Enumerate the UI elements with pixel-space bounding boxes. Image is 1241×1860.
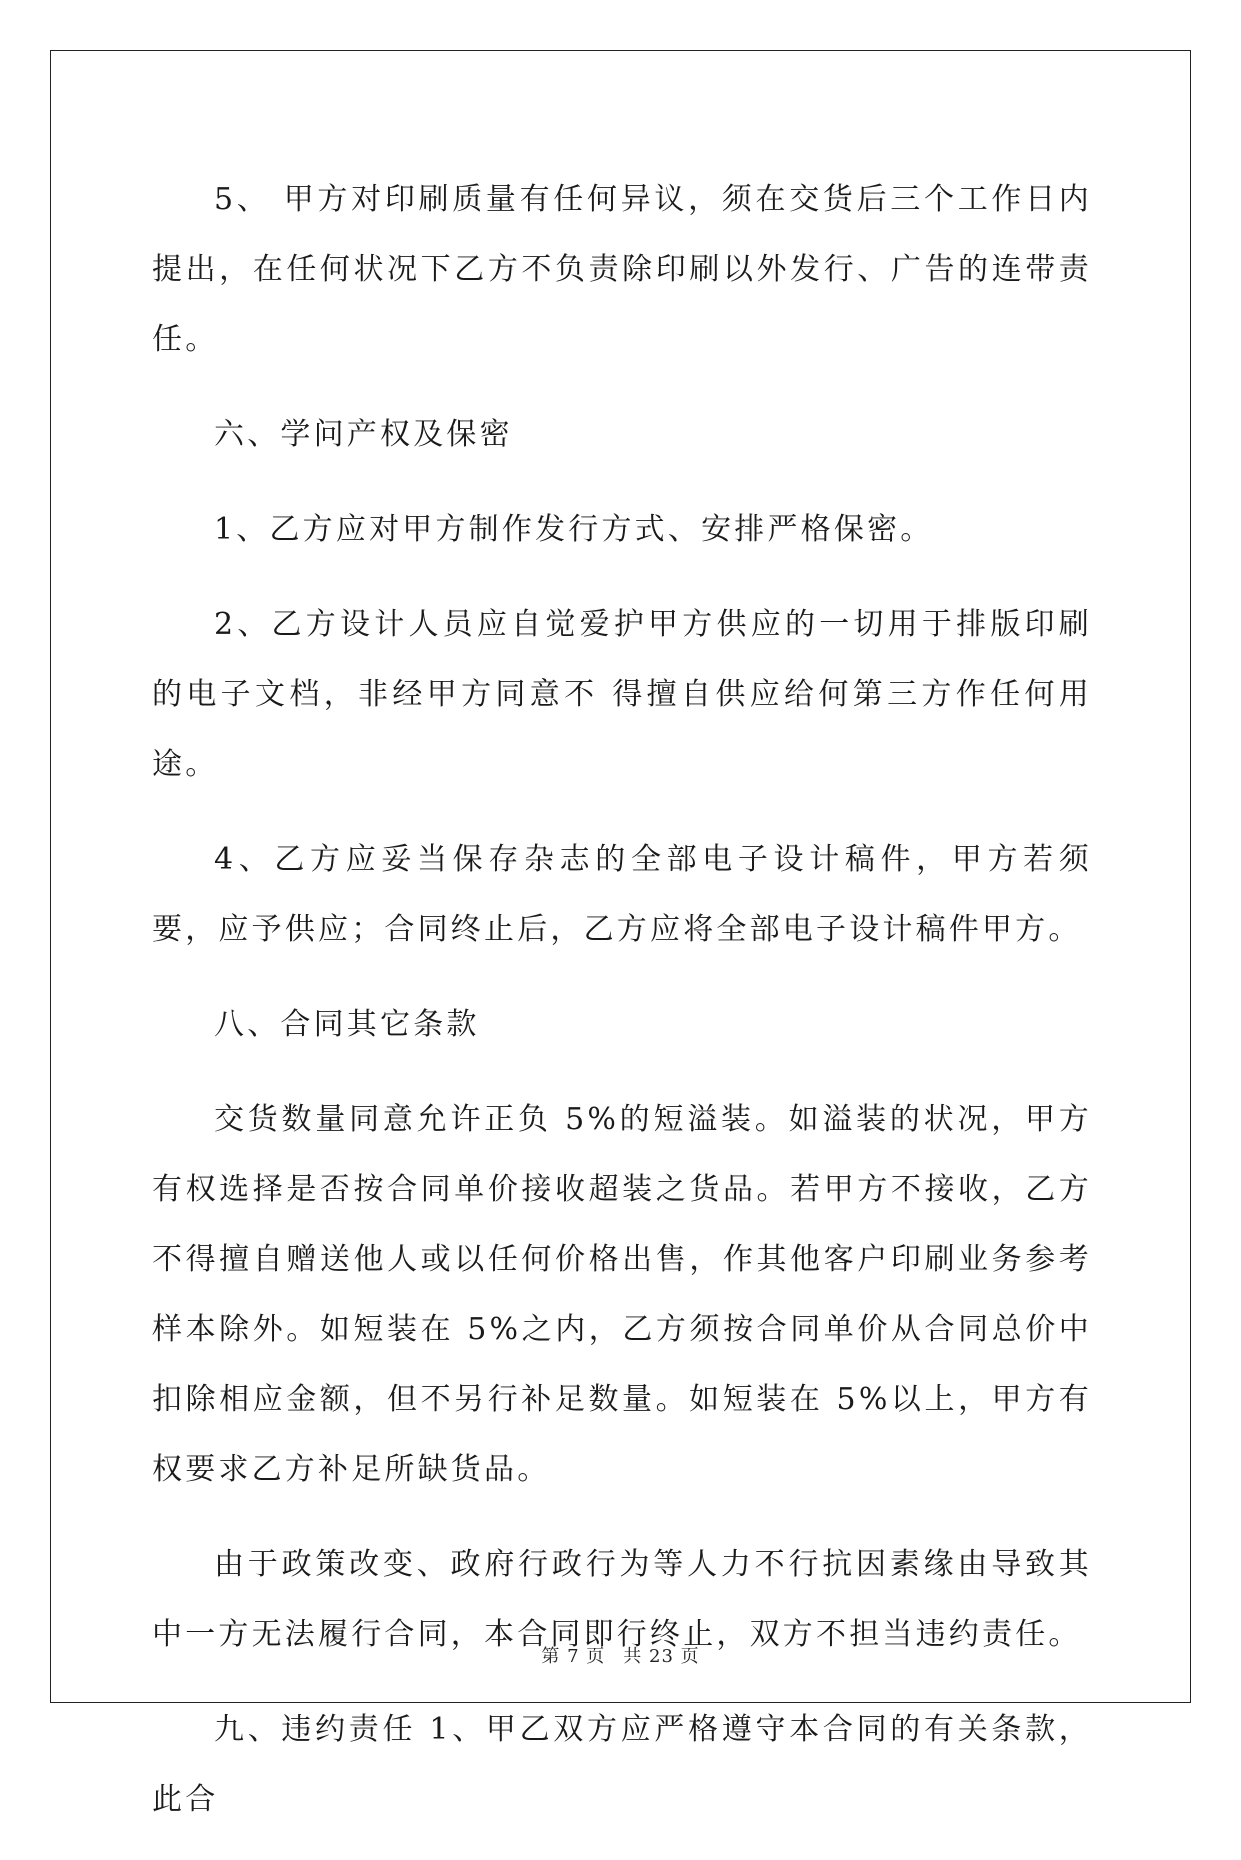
paragraph-force-majeure: 由于政策改变、政府行政行为等人力不行抗因素缘由导致其中一方无法履行合同，本合同即行终止，双方不担当违约责任。 xyxy=(152,1547,1092,1652)
paragraph-delivery-quantity: 交货数量同意允许正负 5%的短溢装。如溢装的状况，甲方有权选择是否按合同单价接收超装之货品。若甲方不接收，乙方不得擅自赠送他人或以任何价格出售，作其他客户印刷业务参考样本除外。如短装在 5%之内，乙方须按合同单价从合同总价中扣除相应金额，但不另行补足数量。如短装在 5%以上，甲方有权要求乙方补足所缺货品。 xyxy=(152,1102,1092,1487)
paragraph-breach-liability: 九、违约责任 1、甲乙双方应严格遵守本合同的有关条款，此合 xyxy=(152,1712,1092,1817)
page-number: 第 7 页 xyxy=(541,1646,606,1667)
document-body xyxy=(152,165,1092,1860)
section-heading-other-terms: 八、合同其它条款 xyxy=(214,1007,480,1042)
page-total: 共 23 页 xyxy=(623,1646,700,1667)
paragraph-quality-objection: 5、 甲方对印刷质量有任何异议，须在交货后三个工作日内提出，在任何状况下乙方不负责除印刷以外发行、广告的连带责任。 xyxy=(152,182,1092,357)
page-footer xyxy=(0,1642,1241,1668)
paragraph-confidentiality: 1、乙方应对甲方制作发行方式、安排严格保密。 xyxy=(214,512,934,547)
paragraph-design-files: 4、乙方应妥当保存杂志的全部电子设计稿件，甲方若须要，应予供应；合同终止后，乙方应将全部电子设计稿件甲方。 xyxy=(152,842,1092,947)
paragraph-electronic-documents: 2、乙方设计人员应自觉爱护甲方供应的一切用于排版印刷的电子文档，非经甲方同意不 得擅自供应给何第三方作任何用途。 xyxy=(152,607,1092,782)
section-heading-ip-confidentiality: 六、学问产权及保密 xyxy=(214,417,513,452)
